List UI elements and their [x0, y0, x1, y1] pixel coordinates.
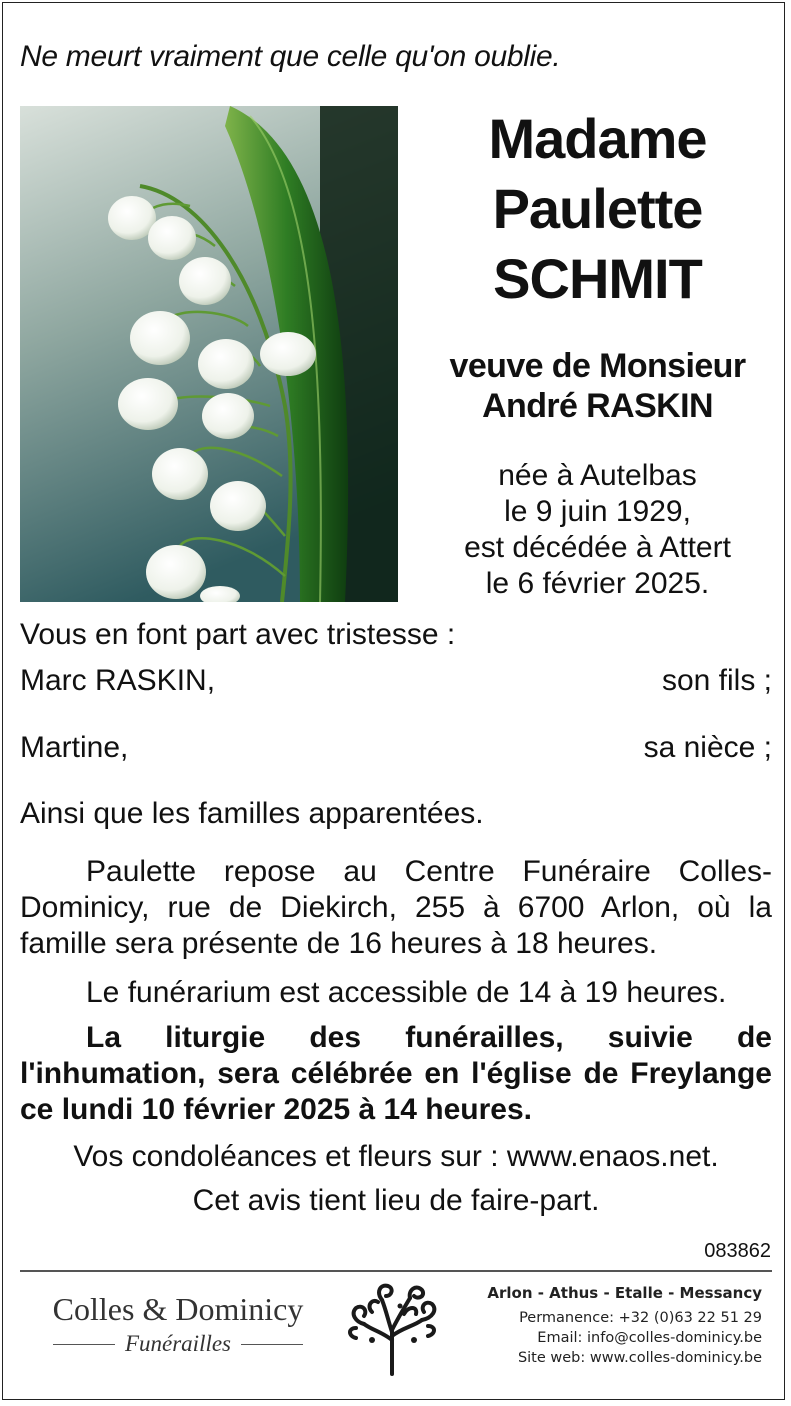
brand-subtitle	[40, 1331, 316, 1357]
family-member-relation: son fils ;	[661, 664, 772, 697]
deceased-title: Madame	[488, 107, 707, 170]
life-dates	[420, 458, 775, 602]
family-member-name: Marc RASKIN,	[20, 664, 216, 697]
funeral-home-logo	[40, 1289, 316, 1357]
website-address: Site web: www.colles-dominicy.be	[517, 1350, 762, 1366]
divider-line	[53, 1344, 115, 1345]
death-date: le 6 février 2025.	[485, 567, 710, 600]
brand-sub-label: Funérailles	[124, 1331, 232, 1356]
birth-place: née à Autelbas	[498, 459, 697, 492]
brand-name: Colles & Dominicy	[52, 1291, 304, 1327]
locations: Arlon - Athus - Etalle - Messancy	[487, 1284, 762, 1302]
liturgy-paragraph: La liturgie des funérailles, suivie de l'inhumation, sera célébrée en l'église de Freylange ce lundi 10 février 2025 à 14 heures.	[20, 1021, 772, 1126]
footer-divider	[20, 1270, 772, 1272]
family-member-name: Martine,	[20, 731, 129, 764]
reference-number: 083862	[704, 1240, 771, 1262]
phone-number: Permanence: +32 (0)63 22 51 29	[519, 1310, 762, 1326]
motto: Ne meurt vraiment que celle qu'on oublie.	[20, 40, 561, 73]
deceased-last-name: SCHMIT	[493, 247, 702, 310]
announce-intro: Vous en font part avec tristesse :	[20, 618, 456, 651]
funerarium-hours: Le funérarium est accessible de 14 à 19 heures.	[86, 976, 727, 1009]
related-families: Ainsi que les familles apparentées.	[20, 797, 484, 830]
email-address: Email: info@colles-dominicy.be	[537, 1330, 762, 1346]
condolences-line: Vos condoléances et fleurs sur : www.enaos.net.	[73, 1140, 719, 1173]
faire-part-notice: Cet avis tient lieu de faire-part.	[192, 1184, 600, 1217]
funeral-home-footer	[20, 1274, 772, 1394]
death-place: est décédée à Attert	[464, 531, 731, 564]
rest-paragraph: Paulette repose au Centre Funéraire Colles-Dominicy, rue de Diekirch, 255 à 6700 Arlon, où la famille sera présente de 16 heures à 18 heures.	[20, 855, 772, 960]
spouse-line-1: veuve de Monsieur	[449, 347, 746, 385]
divider-line	[241, 1344, 303, 1345]
spouse-line-2: André RASKIN	[482, 387, 713, 425]
family-member-relation: sa nièce ;	[643, 731, 772, 764]
tree-icon	[342, 1280, 444, 1381]
deceased-name	[420, 104, 775, 314]
spouse-info	[420, 346, 775, 426]
lily-of-the-valley-photo	[20, 106, 398, 602]
contact-info	[487, 1282, 762, 1368]
deceased-first-name: Paulette	[492, 177, 703, 240]
birth-date: le 9 juin 1929,	[504, 495, 691, 528]
